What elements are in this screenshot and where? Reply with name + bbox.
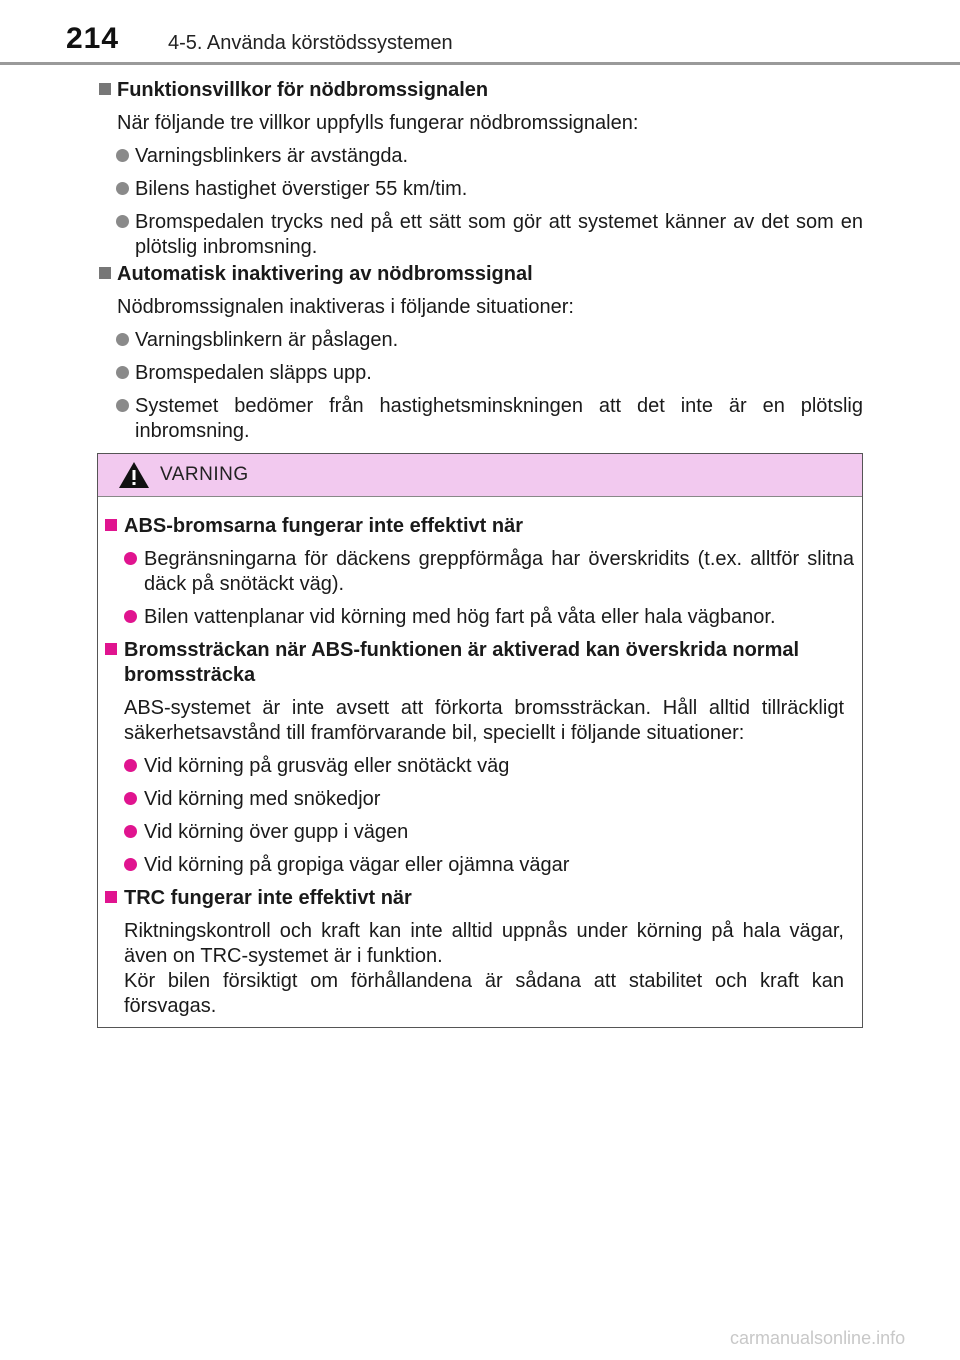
list-item: Bromspedalen släpps upp.	[97, 361, 863, 386]
warning-item-heading: ABS-bromsarna fungerar inte effektivt när	[98, 514, 862, 539]
section-intro: När följande tre villkor uppfylls fungerar nödbromssignalen:	[117, 112, 639, 134]
list-item: Bilens hastighet överstiger 55 km/tim.	[97, 177, 863, 202]
section-emergency-brake-conditions	[97, 78, 863, 268]
square-bullet-icon	[99, 267, 111, 279]
list-item: Varningsblinkern är påslagen.	[97, 328, 863, 353]
section-heading: Automatisk inaktivering av nödbromssignal	[97, 262, 863, 287]
list-item: Systemet bedömer från hastighetsminskningen att det inte är en plötslig inbromsning.	[97, 394, 863, 444]
round-bullet-icon	[124, 792, 137, 805]
round-bullet-icon	[116, 215, 129, 228]
warning-item-text: Kör bilen försiktigt om förhållandena är sådana att stabilitet och kraft kan försvagas.	[124, 970, 844, 1017]
chapter-title: 4-5. Använda körstödssystemen	[168, 32, 453, 54]
square-bullet-icon	[99, 83, 111, 95]
list-item: Bromspedalen trycks ned på ett sätt som gör att systemet känner av det som en plötslig inbromsning.	[97, 210, 863, 260]
round-bullet-icon	[116, 333, 129, 346]
warning-box	[97, 453, 863, 1028]
square-bullet-icon	[105, 891, 117, 903]
watermark: carmanualsonline.info	[730, 1328, 906, 1348]
round-bullet-icon	[116, 366, 129, 379]
round-bullet-icon	[124, 825, 137, 838]
square-bullet-icon	[105, 519, 117, 531]
round-bullet-icon	[124, 759, 137, 772]
warning-triangle-icon	[118, 461, 150, 489]
list-item: Vid körning på grusväg eller snötäckt väg	[98, 754, 862, 779]
list-item: Vid körning över gupp i vägen	[98, 820, 862, 845]
round-bullet-icon	[116, 399, 129, 412]
round-bullet-icon	[124, 610, 137, 623]
list-item: Vid körning på gropiga vägar eller ojämna vägar	[98, 853, 862, 878]
round-bullet-icon	[116, 149, 129, 162]
list-item: Begränsningarna för däckens greppförmåga har överskridits (t.ex. alltför slitna däck på snötäckt väg).	[98, 547, 862, 597]
warning-item-heading: TRC fungerar inte effektivt när	[98, 886, 862, 911]
list-item: Varningsblinkers är avstängda.	[97, 144, 863, 169]
warning-header	[98, 454, 862, 497]
section-heading: Funktionsvillkor för nödbromssignalen	[97, 78, 863, 103]
round-bullet-icon	[116, 182, 129, 195]
round-bullet-icon	[124, 552, 137, 565]
warning-item-text: Riktningskontroll och kraft kan inte alltid uppnås under körning på hala vägar, även on TRC-systemet är i funktion.	[124, 920, 844, 967]
list-item: Vid körning med snökedjor	[98, 787, 862, 812]
warning-body	[98, 514, 862, 1027]
header-divider	[0, 62, 960, 65]
section-automatic-deactivation	[97, 262, 863, 452]
square-bullet-icon	[105, 643, 117, 655]
warning-label: VARNING	[160, 464, 249, 485]
warning-item-text: ABS-systemet är inte avsett att förkorta bromssträckan. Håll alltid tillräckligt säkerhetsavstånd till framförvarande bil, speciellt i följande situationer:	[124, 697, 844, 744]
page-number: 214	[66, 22, 120, 55]
section-intro: Nödbromssignalen inaktiveras i följande situationer:	[117, 296, 574, 318]
round-bullet-icon	[124, 858, 137, 871]
list-item: Bilen vattenplanar vid körning med hög fart på våta eller hala vägbanor.	[98, 605, 862, 630]
warning-item-heading: Bromssträckan när ABS-funktionen är aktiverad kan överskrida normal bromssträcka	[98, 638, 862, 688]
page-header	[0, 0, 960, 64]
